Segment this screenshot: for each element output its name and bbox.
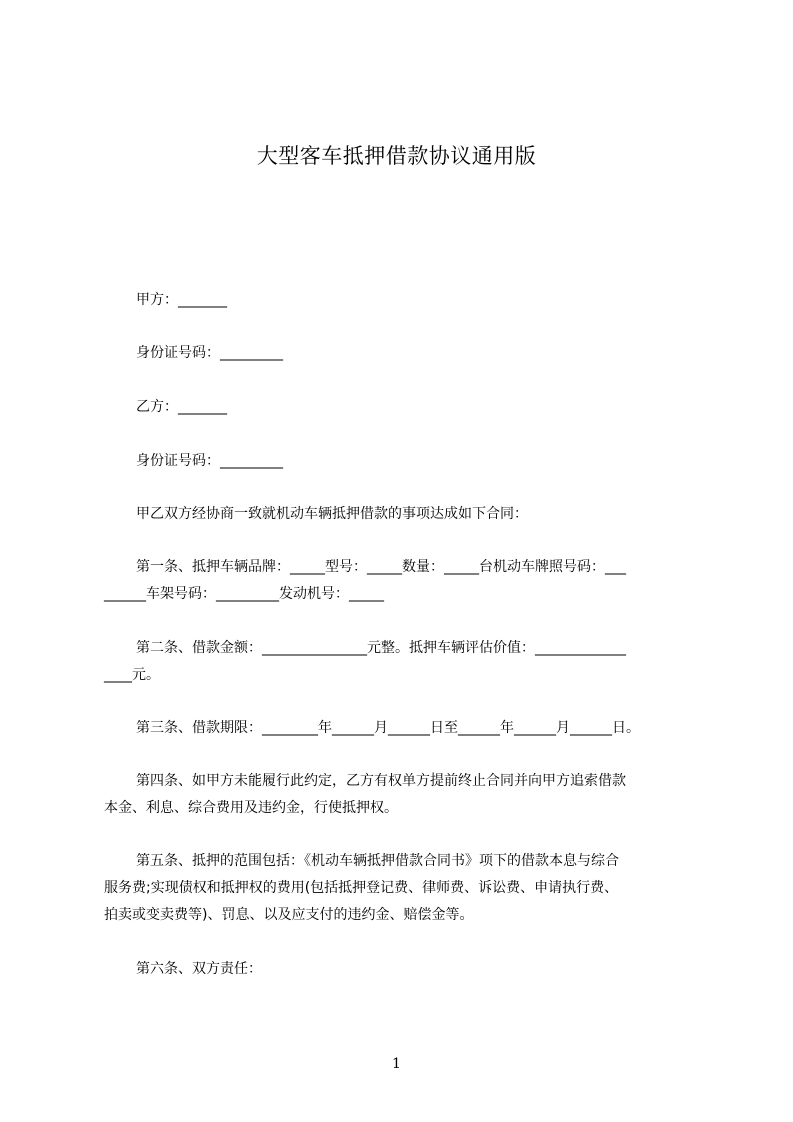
- article-6: 第六条、双方责任：: [136, 961, 262, 977]
- article-4-line-1: 第四条、如甲方未能履行此约定，乙方有权单方提前终止合同并向甲方追索借款: [136, 773, 626, 789]
- article-1: [104, 554, 704, 608]
- article-2-line-1: 第二条、借款金额：_______________元整。抵押车辆评估价值：_____________: [136, 640, 626, 656]
- article-1-line-1: 第一条、抵押车辆品牌：_____型号：_____数量：_____台机动车牌照号码：___: [136, 559, 626, 575]
- article-5-line-3: 拍卖或变卖费等)、罚息、以及应支付的违约金、赔偿金等。: [104, 907, 474, 923]
- party-a-id-line: 身份证号码：_________: [136, 345, 283, 361]
- article-3: 第三条、借款期限：________年______月______日至______年______月______日。: [136, 720, 640, 736]
- page-number: 1: [392, 1056, 401, 1072]
- article-4-line-2: 本金、利息、综合费用及违约金，行使抵押权。: [104, 800, 398, 816]
- article-5-line-1: 第五条、抵押的范围包括：《机动车辆抵押借款合同书》项下的借款本息与综合: [136, 853, 619, 869]
- party-a-line: 甲方：_______: [136, 292, 227, 308]
- party-b-id-line: 身份证号码：_________: [136, 453, 283, 469]
- article-5-line-2: 服务费;实现债权和抵押权的费用(包括抵押登记费、律师费、诉讼费、申请执行费、: [104, 880, 619, 896]
- intro-paragraph: 甲乙双方经协商一致就机动车辆抵押借款的事项达成如下合同：: [136, 506, 528, 522]
- document-title: 大型客车抵押借款协议通用版: [256, 144, 537, 168]
- article-2-line-2: ____元。: [104, 667, 160, 683]
- article-1-line-2: ______车架号码：_________发动机号：_____: [104, 586, 384, 602]
- party-b-line: 乙方：_______: [136, 399, 227, 415]
- article-2: [104, 635, 704, 689]
- article-4: [104, 768, 704, 822]
- article-5: [104, 848, 704, 929]
